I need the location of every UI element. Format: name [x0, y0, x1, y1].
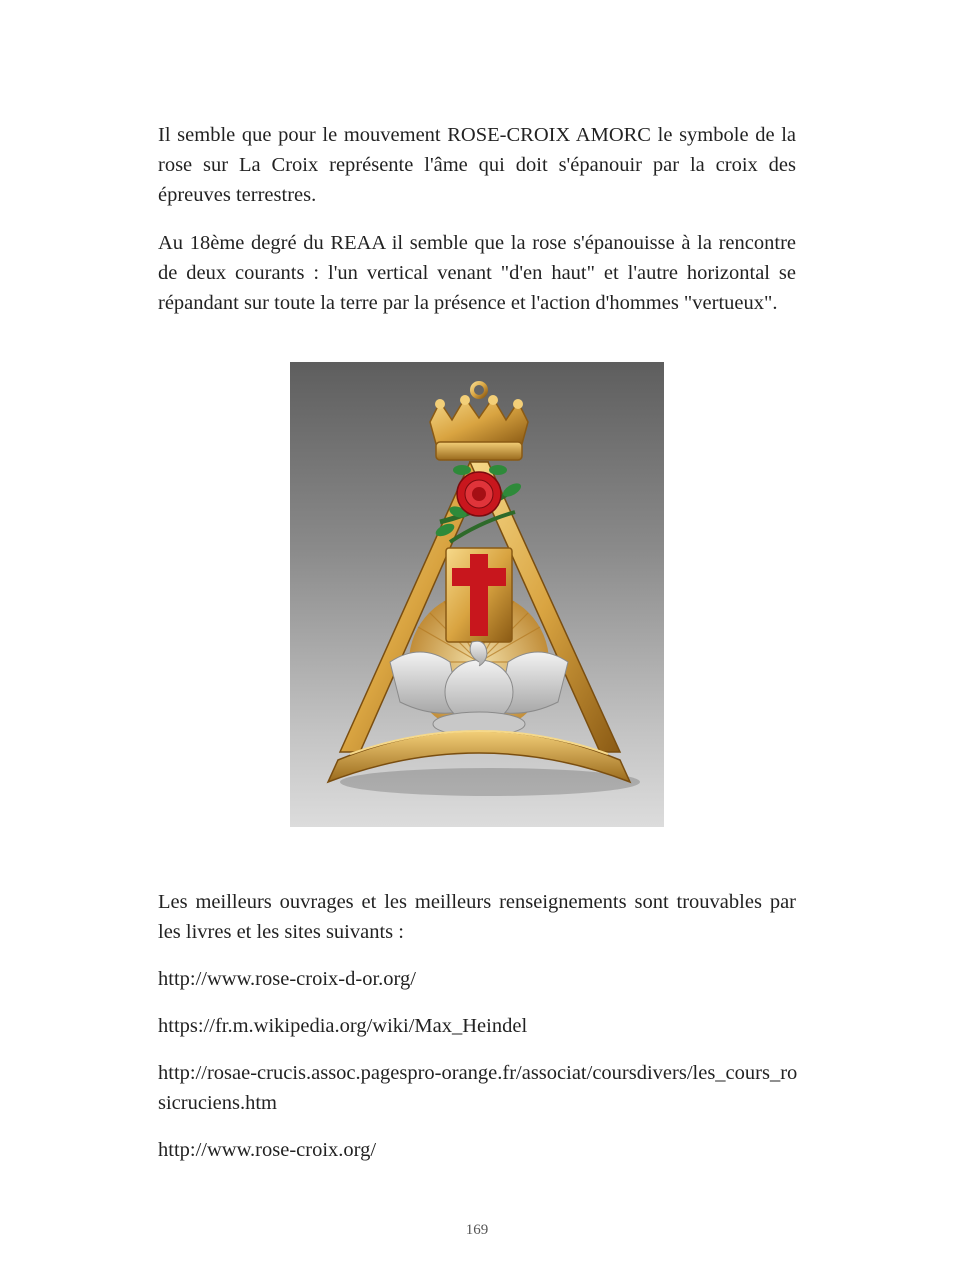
paragraph-rose-croix-amorc: Il semble que pour le mouvement ROSE-CROIX AMORC le symbole de la rose sur La Croix représente l'âme qui doit s'épanouir par la croix des épreuves terrestres.	[158, 124, 796, 206]
link-rose-croix-org[interactable]: http://www.rose-croix.org/	[158, 1139, 377, 1161]
rose-croix-jewel-image	[290, 362, 664, 827]
link-rosae-crucis[interactable]: http://rosae-crucis.assoc.pagespro-orange.fr/associat/coursdivers/les_cours_rosicruciens.htm	[158, 1062, 798, 1114]
rose-croix-jewel-icon	[290, 362, 664, 827]
link-wikipedia-max-heindel[interactable]: https://fr.m.wikipedia.org/wiki/Max_Heindel	[158, 1015, 528, 1037]
pelican-icon	[390, 641, 568, 736]
page-number: 169	[465, 1222, 489, 1238]
paragraph-meilleurs-ouvrages: Les meilleurs ouvrages et les meilleurs renseignements sont trouvables par les livres et les sites suivants :	[158, 891, 796, 943]
crown-icon	[430, 383, 528, 460]
paragraph-18eme-degre: Au 18ème degré du REAA il semble que la rose s'épanouisse à la rencontre de deux courants : l'un vertical venant "d'en haut" et l'autre horizontal se répandant sur toute la terre par la présence et l'action d'hommes "vertueux".	[158, 232, 796, 314]
link-rose-croix-d-or[interactable]: http://www.rose-croix-d-or.org/	[158, 968, 416, 990]
red-cross-icon	[446, 548, 512, 642]
